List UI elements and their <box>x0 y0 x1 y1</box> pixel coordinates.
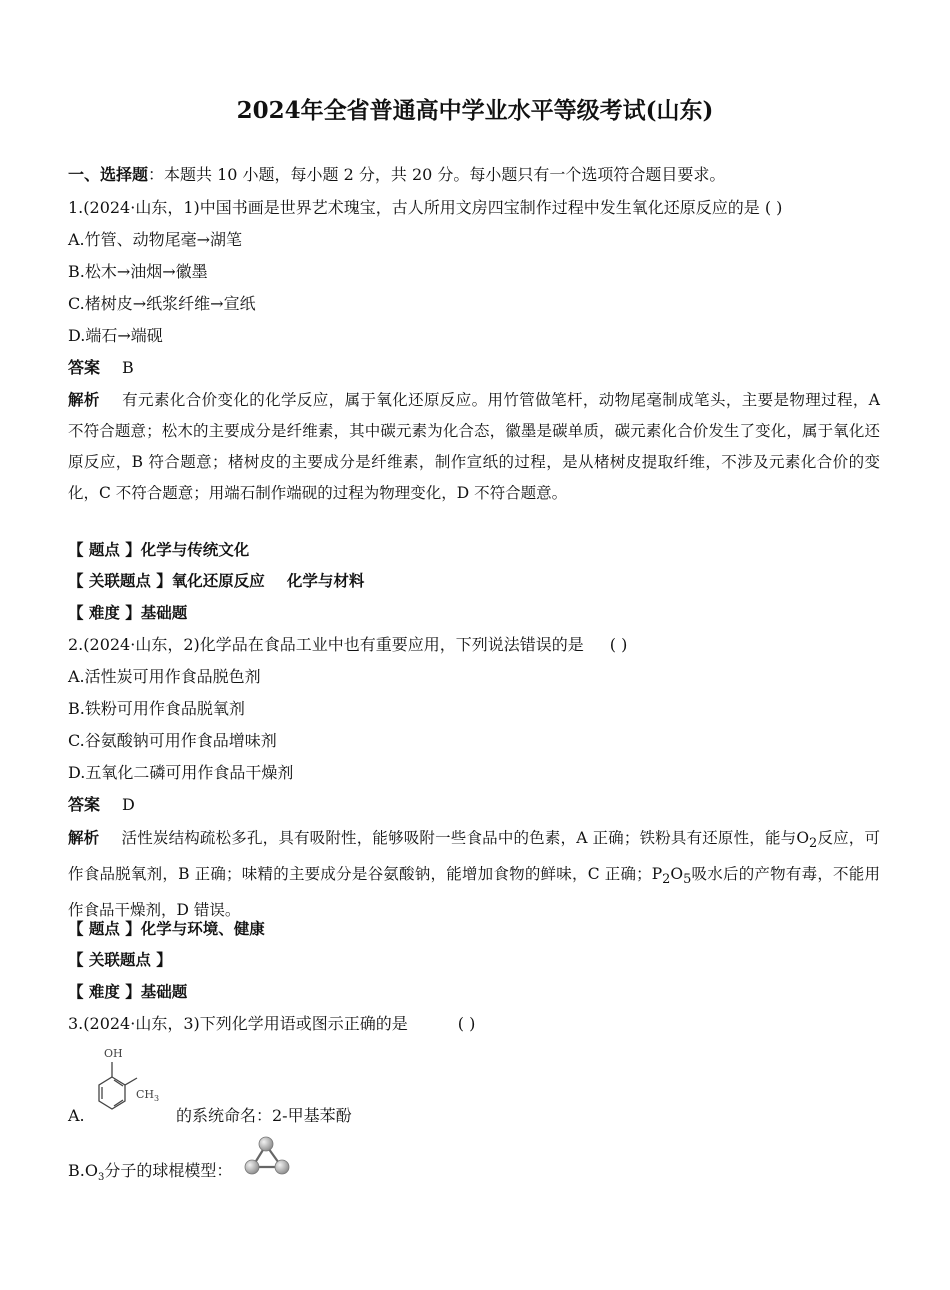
q2-analysis <box>68 822 880 926</box>
q3-option-a-text: 的系统命名：2-甲基苯酚 <box>176 1106 352 1125</box>
oxygen-atom-right <box>275 1160 289 1174</box>
related-label: 【 关联题点 】 <box>68 951 172 969</box>
answer-label: 答案 <box>68 358 101 377</box>
q3-paren: ( ) <box>457 1014 476 1033</box>
section-header <box>68 165 725 185</box>
q2-analysis-1: 活性炭结构疏松多孔，具有吸附性，能够吸附一些食品中的色素，A 正确；铁粉具有还原性，能与 <box>121 829 797 847</box>
q2-option-a: A.活性炭可用作食品脱色剂 <box>68 667 261 686</box>
oxygen-atom-left <box>245 1160 259 1174</box>
q3-stem <box>68 1014 475 1034</box>
q1-option-d: D.端石→端砚 <box>68 326 163 345</box>
difficulty-label: 【 难度 】 <box>68 604 141 622</box>
q1-related <box>68 571 364 591</box>
q1-option-b: B.松木→油烟→徽墨 <box>68 262 208 281</box>
ch3-label: CH <box>136 1088 155 1101</box>
q2-topic-value: 化学与环境、健康 <box>140 920 265 938</box>
o3-ball-stick-model <box>242 1135 294 1179</box>
q2-paren: ( ) <box>609 635 628 654</box>
q1-option-c: C.楮树皮→纸浆纤维→宣纸 <box>68 294 256 313</box>
q2-analysis-2: 反应，可作食品脱氧剂，B 正确；味精的主要成分是谷氨酸钠，能增加食物的鲜味，C 正确； <box>68 829 880 884</box>
q1-analysis-text: 有元素化合价变化的化学反应，属于氧化还原反应。用竹管做笔杆，动物尾毫制成笔头，主要是物理过程，A 不符合题意；松木的主要成分是纤维素，其中碳元素为化合态，徽墨是碳单质，碳元素化合价发生了变化，属于氧化还原反应，B 符合题意；楮树皮的主要成分是纤维素，制作宣纸的过程，是从楮树皮提取纤维，不涉及元素化合价的变化，C 不符合题意；用端石制作端砚的过程为物理变化，D 不符合题意。 <box>68 391 880 502</box>
q2-related <box>68 950 172 970</box>
q2-option-b: B.铁粉可用作食品脱氧剂 <box>68 699 245 718</box>
analysis-label: 解析 <box>68 390 100 409</box>
answer-label: 答案 <box>68 795 101 814</box>
q2-option-d: D.五氧化二磷可用作食品干燥剂 <box>68 763 294 782</box>
q1-topic <box>68 540 249 560</box>
q1-topic-value: 化学与传统文化 <box>140 541 250 559</box>
exam-title: 2024年全省普通高中学业水平等级考试(山东) <box>236 97 714 124</box>
q2-answer <box>68 795 135 815</box>
o-cresol-structure <box>88 1040 170 1120</box>
q3-option-b: $B.O_3$分子的球棍模型： <box>68 1161 233 1184</box>
q2-topic <box>68 919 265 939</box>
section-text: ：本题共 10 小题，每小题 2 分，共 20 分。每小题只有一个选项符合题目要求。 <box>148 165 726 184</box>
oxygen-atom-top <box>259 1137 273 1151</box>
q2-answer-value: D <box>122 795 135 814</box>
q3-option-a-label: A. <box>68 1106 85 1125</box>
q2-stem-text: 2.(2024·山东，2)化学品在食品工业中也有重要应用，下列说法错误的是 <box>68 635 584 654</box>
q2-option-c: C.谷氨酸钠可用作食品增味剂 <box>68 731 277 750</box>
q2-analysis-3: 吸水 <box>691 865 723 884</box>
q1-option-a: A.竹管、动物尾毫→湖笔 <box>68 230 243 249</box>
q1-stem: 1.(2024·山东，1)中国书画是世界艺术瑰宝，古人所用文房四宝制作过程中发生氧化还原反应的是 ( ) <box>68 198 783 217</box>
analysis-label: 解析 <box>68 828 100 847</box>
q1-answer-value: B <box>122 358 134 377</box>
q1-difficulty-value: 基础题 <box>140 604 188 622</box>
p2o5-formula: $P_2O_5$ <box>651 865 692 888</box>
q2-difficulty <box>68 982 187 1002</box>
q2-analysis-4: 后的产物有毒，不能用作食品干燥剂，D 错误。 <box>68 865 880 920</box>
q2-stem <box>68 635 627 655</box>
svg-text:CH3: $CH_3$ <box>136 1088 160 1103</box>
q1-related-a: 氧化还原反应 <box>171 572 265 590</box>
oh-label: OH <box>104 1047 123 1060</box>
q1-analysis <box>68 384 880 509</box>
q2-difficulty-value: 基础题 <box>140 983 188 1001</box>
q1-answer <box>68 358 134 378</box>
q1-related-b: 化学与材料 <box>286 572 365 590</box>
related-label: 【 关联题点 】 <box>68 572 172 590</box>
topic-label: 【 题点 】 <box>68 541 141 559</box>
section-label: 一、选择题 <box>68 165 149 184</box>
topic-label: 【 题点 】 <box>68 920 141 938</box>
q1-difficulty <box>68 603 187 623</box>
q3-stem-text: 3.(2024·山东，3)下列化学用语或图示正确的是 <box>68 1014 408 1033</box>
o2-formula: $O_2$ <box>796 829 818 852</box>
difficulty-label: 【 难度 】 <box>68 983 141 1001</box>
